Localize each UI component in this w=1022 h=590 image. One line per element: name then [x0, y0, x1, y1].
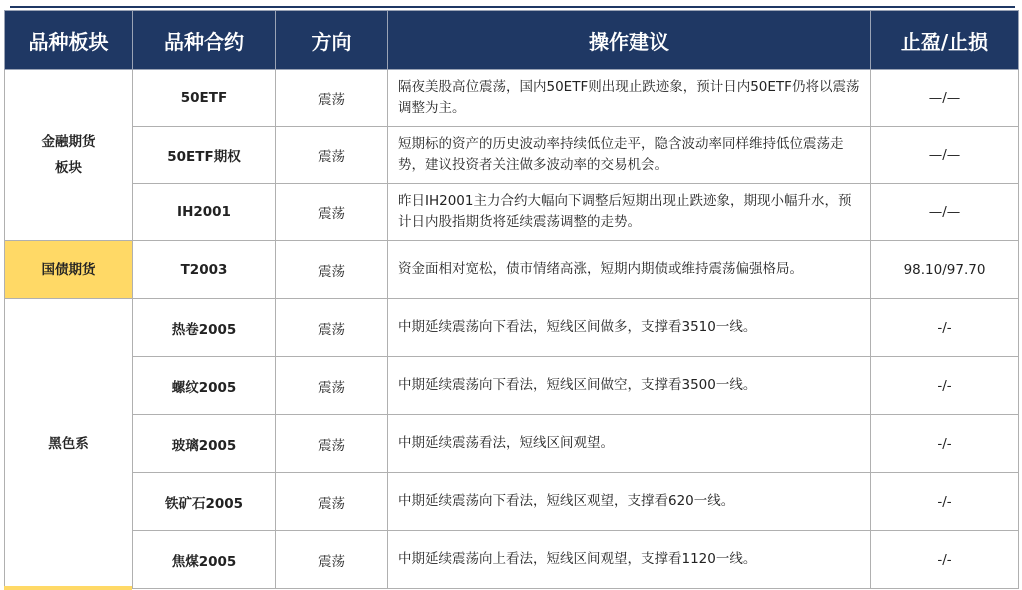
stop-cell: -/-	[871, 531, 1019, 589]
table-row	[5, 184, 1019, 241]
top-rule	[10, 6, 1015, 8]
table-row	[5, 70, 1019, 127]
stop-cell: -/-	[871, 473, 1019, 531]
stop-cell: -/-	[871, 415, 1019, 473]
advice-cell: 中期延续震荡向上看法，短线区间观望，支撑看1120一线。	[388, 531, 871, 589]
contract-cell: 玻璃2005	[133, 415, 276, 473]
advice-cell: 中期延续震荡向下看法，短线区间做多，支撑看3510一线。	[388, 299, 871, 357]
table-row	[5, 531, 1019, 589]
bottom-strip	[4, 586, 1018, 590]
direction-cell: 震荡	[276, 473, 388, 531]
stop-cell: -/-	[871, 357, 1019, 415]
header-direction: 方向	[276, 11, 388, 70]
contract-cell: 铁矿石2005	[133, 473, 276, 531]
table-row	[5, 299, 1019, 357]
advice-cell: 中期延续震荡向下看法，短线区观望，支撑看620一线。	[388, 473, 871, 531]
stop-cell: —/—	[871, 184, 1019, 241]
advice-cell: 短期标的资产的历史波动率持续低位走平，隐含波动率同样维持低位震荡走势，建议投资者关注做多波动率的交易机会。	[388, 127, 871, 184]
contract-cell: 50ETF	[133, 70, 276, 127]
contract-cell: 螺纹2005	[133, 357, 276, 415]
stop-cell: -/-	[871, 299, 1019, 357]
advice-cell: 中期延续震荡看法，短线区间观望。	[388, 415, 871, 473]
header-stop: 止盈/止损	[871, 11, 1019, 70]
stop-cell: —/—	[871, 70, 1019, 127]
header-category: 品种板块	[5, 11, 133, 70]
contract-cell: T2003	[133, 241, 276, 299]
direction-cell: 震荡	[276, 531, 388, 589]
direction-cell: 震荡	[276, 241, 388, 299]
contract-cell: 50ETF期权	[133, 127, 276, 184]
direction-cell: 震荡	[276, 299, 388, 357]
category-cell: 国债期货	[5, 241, 133, 299]
table-row	[5, 473, 1019, 531]
advice-cell: 昨日IH2001主力合约大幅向下调整后短期出现止跌迹象，期现小幅升水，预计日内股指期货将延续震荡调整的走势。	[388, 184, 871, 241]
advice-cell: 中期延续震荡向下看法，短线区间做空，支撑看3500一线。	[388, 357, 871, 415]
contract-cell: IH2001	[133, 184, 276, 241]
direction-cell: 震荡	[276, 184, 388, 241]
header-contract: 品种合约	[133, 11, 276, 70]
advice-cell: 隔夜美股高位震荡，国内50ETF则出现止跌迹象，预计日内50ETF仍将以震荡调整为主。	[388, 70, 871, 127]
table-row	[5, 357, 1019, 415]
direction-cell: 震荡	[276, 357, 388, 415]
table-row	[5, 241, 1019, 299]
header-advice: 操作建议	[388, 11, 871, 70]
direction-cell: 震荡	[276, 70, 388, 127]
contract-cell: 焦煤2005	[133, 531, 276, 589]
bottom-gold-edge	[4, 586, 132, 590]
table-row	[5, 415, 1019, 473]
direction-cell: 震荡	[276, 127, 388, 184]
header-row	[5, 11, 1019, 70]
stop-cell: 98.10/97.70	[871, 241, 1019, 299]
stop-cell: —/—	[871, 127, 1019, 184]
direction-cell: 震荡	[276, 415, 388, 473]
table-body	[5, 70, 1019, 589]
table-row	[5, 127, 1019, 184]
category-cell: 黑色系	[5, 299, 133, 589]
contract-cell: 热卷2005	[133, 299, 276, 357]
advice-cell: 资金面相对宽松，债市情绪高涨，短期内期债或维持震荡偏强格局。	[388, 241, 871, 299]
strategy-table	[4, 10, 1019, 589]
category-cell: 金融期货 板块	[5, 70, 133, 241]
